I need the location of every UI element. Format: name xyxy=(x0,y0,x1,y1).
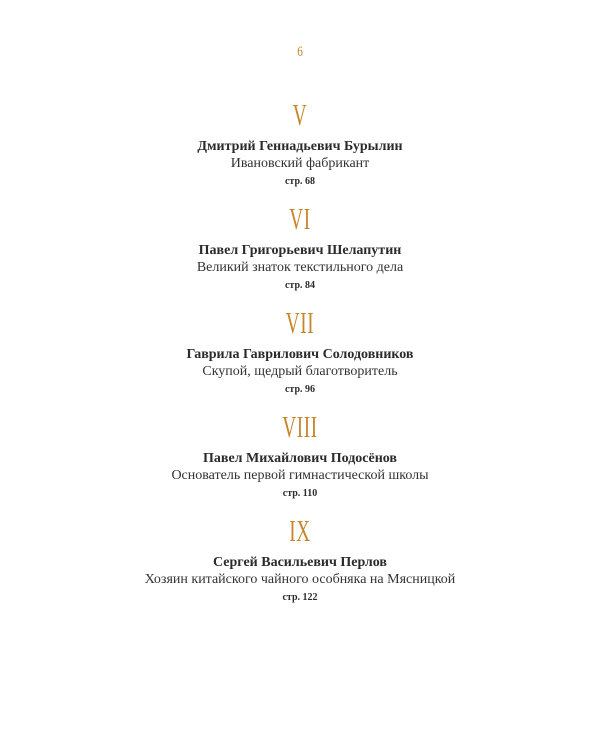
chapter-page-reference: стр. 122 xyxy=(282,592,318,603)
chapter-numeral: VI xyxy=(289,201,311,236)
toc-entry xyxy=(0,512,600,616)
toc-entry xyxy=(0,200,600,304)
chapter-description: Великий знаток текстильного дела xyxy=(196,260,404,275)
chapter-page-reference: стр. 96 xyxy=(284,384,316,395)
table-of-contents xyxy=(0,96,600,616)
chapter-page-reference: стр. 84 xyxy=(284,280,316,291)
chapter-numeral: V xyxy=(292,97,308,132)
chapter-person-name: Дмитрий Геннадьевич Бурылин xyxy=(197,139,403,154)
chapter-numeral: VIII xyxy=(282,409,318,444)
toc-entry xyxy=(0,304,600,408)
page-number: 6 xyxy=(297,44,303,60)
chapter-numeral: VII xyxy=(285,305,315,340)
chapter-person-name: Павел Григорьевич Шелапутин xyxy=(198,243,402,258)
toc-entry xyxy=(0,408,600,512)
chapter-description: Скупой, щедрый благотворитель xyxy=(202,364,398,379)
chapter-page-reference: стр. 68 xyxy=(284,176,316,187)
chapter-person-name: Гаврила Гаврилович Солодовников xyxy=(186,347,414,362)
chapter-person-name: Павел Михайлович Подосёнов xyxy=(203,451,397,466)
chapter-description: Основатель первой гимнастической школы xyxy=(171,468,429,483)
chapter-description: Ивановский фабрикант xyxy=(230,156,370,171)
toc-entry xyxy=(0,96,600,200)
chapter-numeral: IX xyxy=(289,513,311,548)
chapter-person-name: Сергей Васильевич Перлов xyxy=(213,555,387,570)
chapter-description: Хозяин китайского чайного особняка на Мясницкой xyxy=(144,572,456,587)
chapter-page-reference: стр. 110 xyxy=(282,488,318,499)
